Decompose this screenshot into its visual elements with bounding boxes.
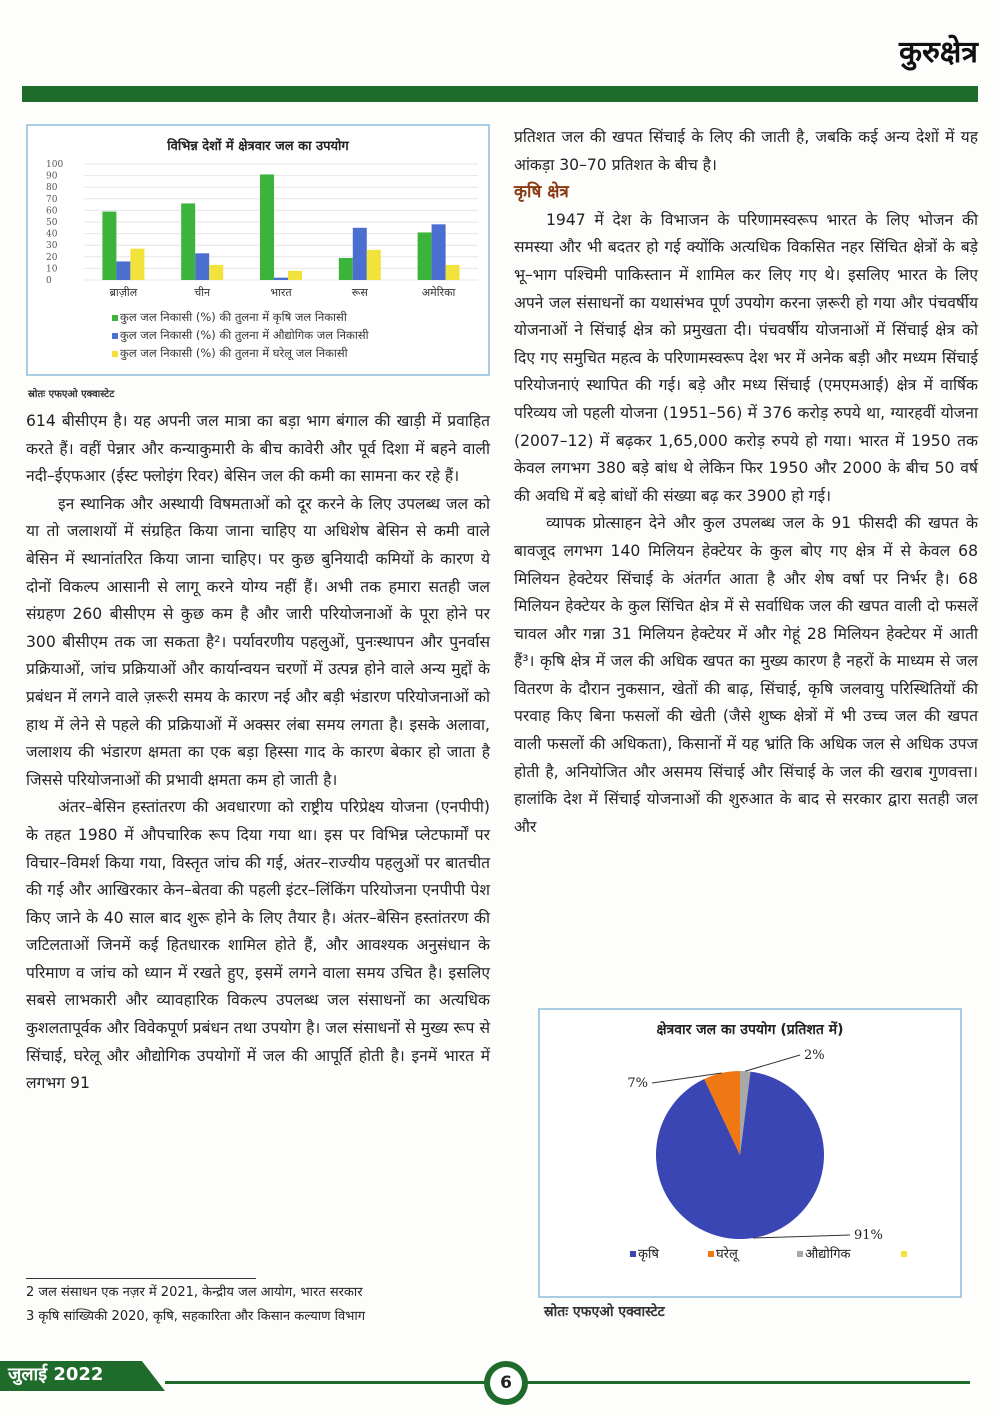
magazine-title: कुरुक्षेत्र: [898, 35, 978, 70]
pie-chart-source: स्रोतः एफएओ एक्वास्टेट: [544, 1304, 665, 1320]
header-bar: [22, 86, 978, 102]
right-paragraph-1: 1947 में देश के विभाजन के परिणामस्वरूप भारत के लिए भोजन की समस्या और भी बदतर हो गई क्योंकि अत्यधिक विकसित नहर सिंचित क्षेत्रों के बड़े भू–भाग पश्चिमी पाकिस्तान में शामिल कर लिए गए थे। इसलिए भारत के लिए अपने जल संसाधनों का यथासंभव पूर्ण उपयोग करना ज़रूरी हो गया और पंचवर्षीय योजनाओं ने सिंचाई क्षेत्र को प्रमुखता दी। पंचवर्षीय योजनाओं में सिंचाई क्षेत्र को दिए गए समुचित महत्व के परिणामस्वरूप देश भर में अनेक बड़ी और मध्यम सिंचाई परियोजनाएं स्थापित की गई। बड़े और मध्य सिंचाई (एमएमआई) क्षेत्र में वार्षिक परिव्यय जो पहली योजना (1951–56) में 376 करोड़ रुपये था, ग्यारहवीं योजना (2007–12) में बढ़कर 1,65,000 करोड़ रुपये हो गया। भारत में 1950 तक केवल लगभग 380 बड़े बांध थे लेकिन फिर 1950 और 2000 के बीच 50 वर्ष की अवधि में बड़े बांधों की संख्या बढ़ कर 3900 हो गई।: [514, 210, 978, 505]
slice-label: 2%: [804, 1048, 825, 1063]
legend-swatch: [797, 1251, 803, 1257]
y-tick-label: 90: [46, 171, 58, 182]
bar: [181, 203, 195, 280]
pie-chart-title: क्षेत्रवार जल का उपयोग (प्रतिशत में): [656, 1022, 844, 1038]
legend-swatch: [112, 315, 118, 321]
bar: [130, 249, 144, 280]
section-heading: कृषि क्षेत्र: [514, 182, 569, 203]
footer-rule: [165, 1381, 970, 1384]
left-column: [26, 408, 490, 1098]
bar: [367, 250, 381, 280]
page-number-badge: [484, 1361, 528, 1405]
footnotes: [26, 1278, 486, 1329]
y-tick-label: 20: [46, 252, 58, 263]
bar: [102, 212, 116, 280]
bar: [274, 278, 288, 280]
legend-label: औद्योगिक: [805, 1247, 851, 1262]
bar-chart-box: [26, 124, 490, 376]
left-paragraph-3: अंतर–बेसिन हस्तांतरण की अवधारणा को राष्ट्रीय परिप्रेक्ष्य योजना (एनपीपी) के तहत 1980 में औपचारिक रूप दिया गया था। इस पर विभिन्न प्लेटफार्मों पर विचार–विमर्श किया गया, विस्तृत जांच की गई, अंतर–राज्यीय पहलुओं पर बातचीत की गई और आखिरकार केन–बेतवा की पहली इंटर–लिंकिंग परियोजना एनपीपी पेश किए जाने के 40 साल बाद शुरू होने के लिए तैयार है। अंतर–बेसिन हस्तांतरण की जटिलताओं जिनमें कई हितधारक शामिल होते हैं, और आवश्यक अनुसंधान के परिमाण व जांच को ध्यान में रखते हुए, इसमें लगने वाला समय उचित है। इसलिए सबसे लाभकारी और व्यावहारिक विकल्प उपलब्ध जल संसाधनों का अत्यधिक कुशलतापूर्वक और विवेकपूर्ण प्रबंधन तथा उपयोग है। जल संसाधनों से मुख्य रूप से सिंचाई, घरेलू और औद्योगिक उपयोगों में जल की आपूर्ति होती है। इनमें भारत में लगभग 91: [26, 798, 490, 1093]
y-tick-label: 80: [46, 183, 58, 194]
legend-entry: [112, 344, 369, 362]
slice-label: 7%: [627, 1076, 648, 1091]
left-paragraph-1: 614 बीसीएम है। यह अपनी जल मात्रा का बड़ा भाग बंगाल की खाड़ी में प्रवाहित करते हैं। वहीं पेन्नार और कन्याकुमारी के बीच कावेरी और पूर्व दिशा में बहने वाली नदी–ईएफआर (ईस्ट फ्लोइंग रिवर) बेसिन जल की कमी का सामना कर रहे हैं।: [26, 412, 490, 486]
legend-swatch: [630, 1251, 636, 1257]
y-tick-label: 60: [46, 206, 58, 217]
x-tick-label: ब्राज़ील: [109, 286, 138, 299]
bar: [418, 232, 432, 280]
legend-label: कुल जल निकासी (%) की तुलना में घरेलू जल निकासी: [120, 346, 348, 360]
bar: [195, 253, 209, 280]
pie-chart: [540, 1040, 956, 1290]
x-tick-label: भारत: [270, 286, 292, 299]
bar: [432, 224, 446, 280]
bar: [209, 265, 223, 280]
left-paragraph-2: इन स्थानिक और अस्थायी विषमताओं को दूर करने के लिए उपलब्ध जल को या तो जलाशयों में संग्रहित किया जाना चाहिए या अधिशेष बेसिन से कमी वाले बेसिन में स्थानांतरित किया जाना चाहिए। पर कुछ बुनियादी कमियों के कारण ये दोनों विकल्प आसानी से लागू करने योग्य नहीं हैं। अभी तक हमारा सतही जल संग्रहण 260 बीसीएम से कुछ कम है और जारी परियोजनाओं के पूरा होने पर 300 बीसीएम तक जा सकता है²। पर्यावरणीय पहलुओं, पुनःस्थापन और पुनर्वास प्रक्रियाओं, जांच प्रक्रियाओं और कार्यान्वयन चरणों में उत्पन्न होने वाले अन्य मुद्दों के प्रबंधन में लगने वाले ज़रूरी समय के कारण नई और बड़ी भंडारण परियोजनाओं को हाथ में लेने से पहले की प्रक्रियाओं में अक्सर लंबा समय लगता है। इसके अलावा, जलाशय की भंडारण क्षमता का एक बड़ा हिस्सा गाद के कारण बेकार हो जाता है जिससे परियोजनाओं की प्रभावी क्षमता कम हो जाती है।: [26, 494, 490, 789]
right-column: [514, 124, 978, 841]
y-tick-label: 100: [46, 160, 64, 170]
leader-line: [745, 1055, 800, 1071]
bar-chart-source: स्रोतः एफएओ एक्वास्टेट: [28, 389, 115, 400]
footnote-2: 2 जल संसाधन एक नज़र में 2021, केन्द्रीय जल आयोग, भारत सरकार: [26, 1285, 363, 1300]
legend-entry: [112, 326, 369, 344]
legend-label: कुल जल निकासी (%) की तुलना में कृषि जल निकासी: [120, 310, 347, 324]
slice-label: 91%: [854, 1228, 883, 1243]
leader-line: [753, 1235, 850, 1238]
footnote-3: 3 कृषि सांख्यिकी 2020, कृषि, सहकारिता और किसान कल्याण विभाग: [26, 1309, 366, 1324]
legend-entry: [112, 308, 369, 326]
right-paragraph-2: व्यापक प्रोत्साहन देने और कुल उपलब्ध जल के 91 फीसदी की खपत के बावजूद लगभग 140 मिलियन हेक्टेयर के कुल बोए गए क्षेत्र में से केवल 68 मिलियन हेक्टेयर सिंचाई के अंतर्गत आता है और शेष वर्षा पर निर्भर है। 68 मिलियन हेक्टेयर के कुल सिंचित क्षेत्र में से सर्वाधिक जल की खपत वाली दो फसलें चावल और गन्ना 31 मिलियन हेक्टेयर में और गेहूं 28 मिलियन हेक्टेयर में आती हैं³। कृषि क्षेत्र में जल की अधिक खपत का मुख्य कारण है नहरों के माध्यम से जल वितरण के दौरान नुकसान, खेतों की बाढ़, सिंचाई, कृषि जलवायु परिस्थितियों की परवाह किए बिना फसलों की खेती (जैसे शुष्क क्षेत्रों में भी उच्च जल की खपत वाली फसलों की अधिकता), किसानों में यह भ्रांति कि अधिक जल से अधिक उपज होती है, अनियोजित और असमय सिंचाई और सिंचाई के जल की खराब गुणवत्ता। हालांकि देश में सिंचाई योजनाओं की शुरुआत के बाद से सरकार द्वारा सतही जल और: [514, 514, 978, 836]
bar-chart-title: विभिन्न देशों में क्षेत्रवार जल का उपयोग: [167, 139, 349, 154]
bar: [116, 261, 130, 280]
bar: [339, 258, 353, 280]
y-tick-label: 0: [46, 276, 52, 286]
bar: [446, 265, 460, 280]
y-tick-label: 30: [46, 241, 58, 252]
footnote-rule: [26, 1278, 256, 1279]
legend-swatch: [708, 1251, 714, 1257]
y-tick-label: 10: [46, 264, 58, 275]
legend-label: घरेलू: [716, 1247, 738, 1262]
y-tick-label: 70: [46, 194, 58, 205]
bar: [260, 174, 274, 280]
issue-date: जुलाई 2022: [8, 1364, 104, 1385]
bar: [353, 228, 367, 280]
bar-chart: [28, 156, 484, 326]
legend-swatch: [112, 351, 118, 357]
right-intro: प्रतिशत जल की खपत सिंचाई के लिए की जाती है, जबकि कई अन्य देशों में यह आंकड़ा 30–70 प्रतिशत के बीच है।: [514, 128, 978, 174]
bar-chart-legend: [112, 308, 369, 362]
y-tick-label: 40: [46, 229, 58, 240]
legend-swatch: [112, 333, 118, 339]
x-tick-label: चीन: [194, 286, 211, 299]
legend-label: कृषि: [638, 1247, 659, 1262]
page-number: 6: [490, 1367, 522, 1399]
x-tick-label: रूस: [351, 286, 368, 299]
legend-swatch: [901, 1251, 907, 1257]
legend-label: कुल जल निकासी (%) की तुलना में औद्योगिक जल निकासी: [120, 328, 369, 342]
x-tick-label: अमेरिका: [421, 286, 456, 299]
bar: [288, 271, 302, 280]
y-tick-label: 50: [46, 218, 58, 228]
pie-chart-box: [538, 1008, 962, 1298]
